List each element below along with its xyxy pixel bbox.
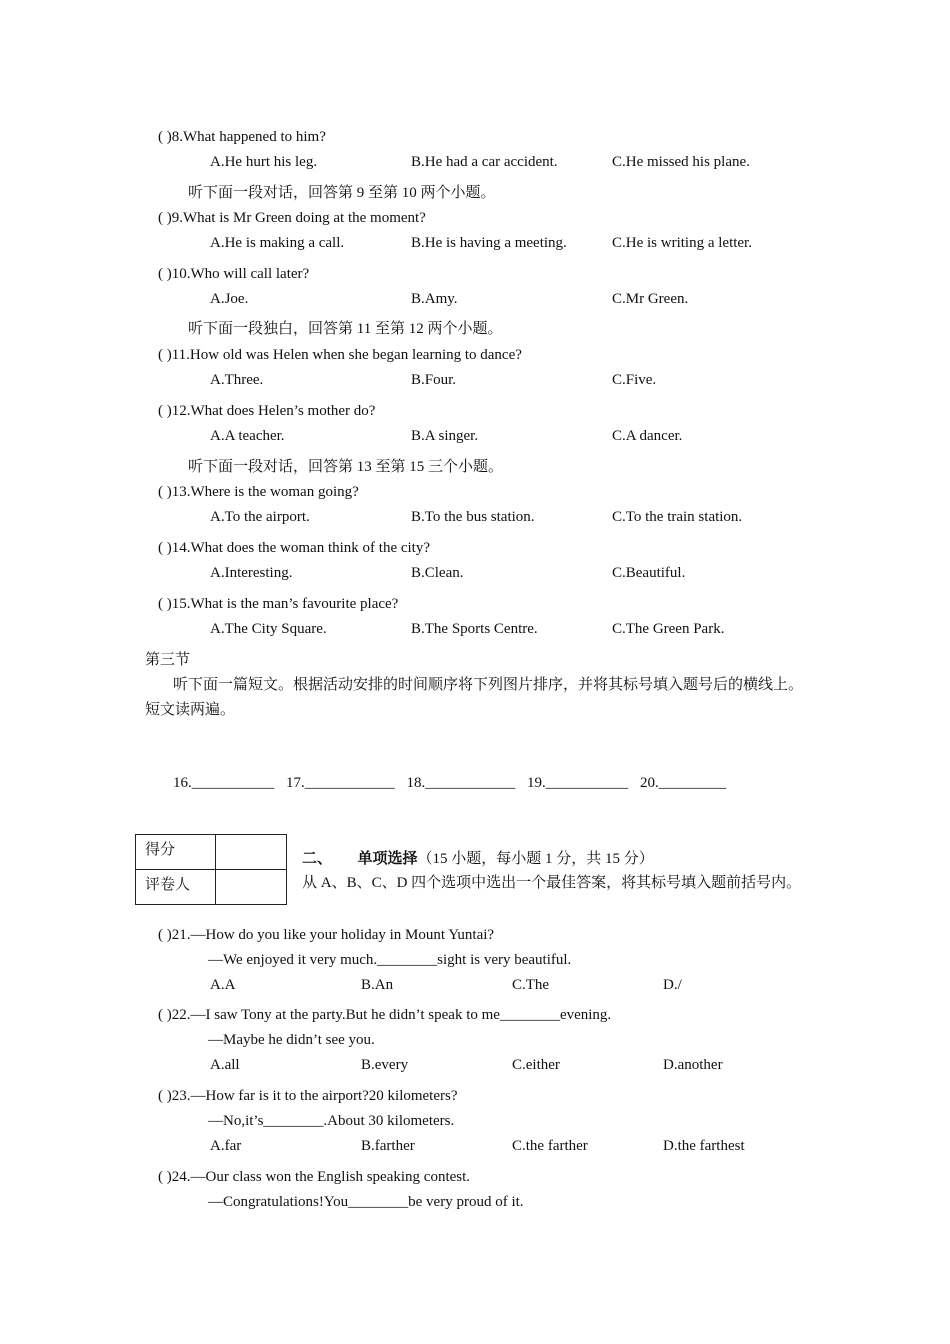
score-cell[interactable] xyxy=(216,835,287,870)
section-3-title: 第三节 xyxy=(145,652,191,668)
question-15-stem: ( )15.What is the man’s favourite place? xyxy=(158,596,399,612)
question-23-option-c: C.the farther xyxy=(512,1138,588,1154)
question-23-option-d: D.the farthest xyxy=(663,1138,745,1154)
question-10-option-b: B.Amy. xyxy=(411,291,458,307)
section-3-instruction: 听下面一篇短文。根据活动安排的时间顺序将下列图片排序，并将其标号填入题号后的横线上。短文读两遍。 xyxy=(145,677,804,718)
answer-blank-18[interactable]: 18.____________ xyxy=(406,775,516,791)
question-12-option-c: C.A dancer. xyxy=(612,428,683,444)
question-9-option-a: A.He is making a call. xyxy=(210,235,345,251)
question-22-option-a: A.all xyxy=(210,1057,240,1073)
question-24-reply: —Congratulations!You________be very proud of it. xyxy=(208,1194,524,1210)
part-2-instruction: 从 A、B、C、D 四个选项中选出一个最佳答案，将其标号填入题前括号内。 xyxy=(302,875,802,891)
question-21-option-b: B.An xyxy=(361,977,394,993)
part-2-heading xyxy=(302,850,654,868)
answer-blank-19[interactable]: 19.___________ xyxy=(527,775,629,791)
question-22-stem: ( )22.—I saw Tony at the party.But he didn’t speak to me________evening. xyxy=(158,1007,612,1023)
question-22-reply: —Maybe he didn’t see you. xyxy=(208,1032,375,1048)
part-2-detail: （15 小题，每小题 1 分，共 15 分） xyxy=(417,851,654,867)
question-23-option-a: A.far xyxy=(210,1138,242,1154)
part-2-number: 二、 xyxy=(302,851,333,867)
question-11-option-a: A.Three. xyxy=(210,372,264,388)
grader-cell[interactable] xyxy=(216,870,287,905)
question-15-option-b: B.The Sports Centre. xyxy=(411,621,538,637)
listening-note-9-10: 听下面一段对话，回答第 9 至第 10 两个小题。 xyxy=(188,185,496,201)
score-label: 得分 xyxy=(136,835,216,870)
grader-label: 评卷人 xyxy=(136,870,216,905)
question-21-reply: —We enjoyed it very much.________sight is very beautiful. xyxy=(208,952,572,968)
question-21-stem: ( )21.—How do you like your holiday in Mount Yuntai? xyxy=(158,927,495,943)
question-14-option-a: A.Interesting. xyxy=(210,565,293,581)
question-8-option-a: A.He hurt his leg. xyxy=(210,154,318,170)
question-13-option-c: C.To the train station. xyxy=(612,509,743,525)
question-9-option-b: B.He is having a meeting. xyxy=(411,235,567,251)
question-13-option-b: B.To the bus station. xyxy=(411,509,535,525)
question-11-stem: ( )11.How old was Helen when she began learning to dance? xyxy=(158,347,522,363)
question-21-option-d: D./ xyxy=(663,977,682,993)
question-23-option-b: B.farther xyxy=(361,1138,415,1154)
answer-blank-20[interactable]: 20._________ xyxy=(640,775,727,791)
question-23-stem: ( )23.—How far is it to the airport?20 kilometers? xyxy=(158,1088,458,1104)
question-11-option-b: B.Four. xyxy=(411,372,457,388)
answer-blank-17[interactable]: 17.____________ xyxy=(286,775,395,791)
answer-blanks-16-20 xyxy=(173,774,734,792)
question-22-option-d: D.another xyxy=(663,1057,723,1073)
question-9-option-c: C.He is writing a letter. xyxy=(612,235,752,251)
question-22-option-c: C.either xyxy=(512,1057,560,1073)
question-14-option-b: B.Clean. xyxy=(411,565,464,581)
question-8-option-b: B.He had a car accident. xyxy=(411,154,558,170)
score-box xyxy=(135,834,287,905)
question-8-stem: ( )8.What happened to him? xyxy=(158,129,326,145)
question-21-option-a: A.A xyxy=(210,977,236,993)
question-13-option-a: A.To the airport. xyxy=(210,509,310,525)
question-23-reply: —No,it’s________.About 30 kilometers. xyxy=(208,1113,455,1129)
listening-note-11-12: 听下面一段独白，回答第 11 至第 12 两个小题。 xyxy=(188,321,503,337)
question-12-option-b: B.A singer. xyxy=(411,428,479,444)
question-10-option-c: C.Mr Green. xyxy=(612,291,689,307)
question-11-option-c: C.Five. xyxy=(612,372,657,388)
question-9-stem: ( )9.What is Mr Green doing at the moment? xyxy=(158,210,426,226)
listening-note-13-15: 听下面一段对话，回答第 13 至第 15 三个小题。 xyxy=(188,459,504,475)
question-8-option-c: C.He missed his plane. xyxy=(612,154,750,170)
question-14-stem: ( )14.What does the woman think of the city? xyxy=(158,540,431,556)
question-12-option-a: A.A teacher. xyxy=(210,428,285,444)
answer-blank-16[interactable]: 16.___________ xyxy=(173,775,275,791)
question-24-stem: ( )24.—Our class won the English speaking contest. xyxy=(158,1169,471,1185)
question-10-option-a: A.Joe. xyxy=(210,291,249,307)
question-21-option-c: C.The xyxy=(512,977,550,993)
question-14-option-c: C.Beautiful. xyxy=(612,565,686,581)
question-13-stem: ( )13.Where is the woman going? xyxy=(158,484,359,500)
question-10-stem: ( )10.Who will call later? xyxy=(158,266,310,282)
question-12-stem: ( )12.What does Helen’s mother do? xyxy=(158,403,376,419)
question-15-option-a: A.The City Square. xyxy=(210,621,327,637)
part-2-title: 单项选择 xyxy=(357,851,418,867)
question-15-option-c: C.The Green Park. xyxy=(612,621,725,637)
question-22-option-b: B.every xyxy=(361,1057,409,1073)
